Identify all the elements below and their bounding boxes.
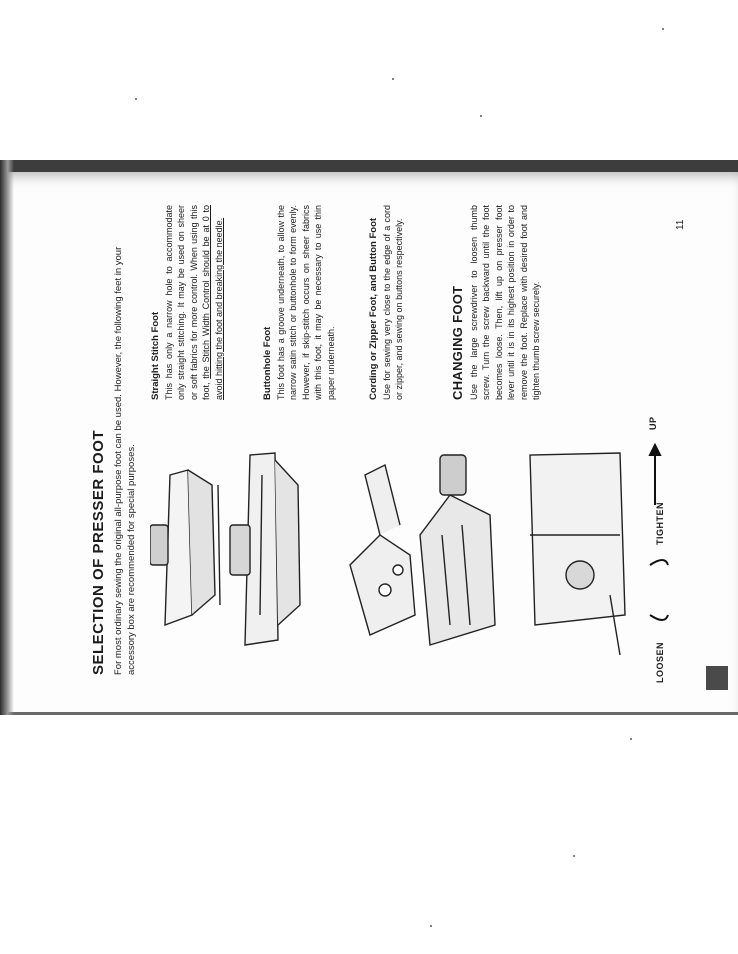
page-title: SELECTION OF PRESSER FOOT [90, 429, 107, 675]
buttonhole-heading: Buttonhole Foot [262, 326, 273, 400]
cording-text: Use for sewing very close to the edge of a cord or zipper, and sewing on buttons respectively. [382, 205, 405, 400]
speck [573, 855, 575, 857]
speck [135, 98, 137, 100]
up-arrow-icon [650, 445, 660, 505]
speck [630, 738, 632, 740]
loosen-label: LOOSEN [655, 641, 665, 683]
illustrations-column [150, 405, 670, 685]
buttonhole-foot-illustration [230, 453, 300, 645]
buttonhole-section [262, 205, 337, 400]
changing-foot-section [450, 205, 542, 400]
buttonhole-text: This foot has a groove underneath, to allow the narrow satin stitch or buttonhole to form evenly. However, if skip-stitch occurs on sheer fabrics with this foot, it may be necessary to use thin paper underneath. [276, 205, 336, 400]
changing-foot-text: Use the large screwdriver to loosen thumb screw. Turn the screw backward until the foot becomes loose. Then, lift up on presser foot lever until it is in its highest position in order to remove the foot. Replace with desired foot and tighten thumb screw securely. [469, 205, 542, 400]
straight-stitch-heading: Straight Stitch Foot [150, 311, 161, 400]
speck [480, 115, 482, 117]
manual-page [90, 205, 710, 685]
cording-heading: Cording or Zipper Foot, and Button Foot [368, 217, 379, 400]
cording-section [368, 205, 406, 400]
straight-stitch-section [150, 205, 225, 400]
tighten-label: TIGHTEN [655, 502, 665, 545]
changing-foot-illustration [530, 453, 625, 655]
changing-foot-heading: CHANGING FOOT [450, 285, 465, 400]
speck [430, 925, 432, 927]
screw-rotation-arrow-icon [650, 560, 668, 620]
intro-paragraph: For most ordinary sewing the original all-purpose foot can be used. However, the following feet in your accessory box are recommended for special purposes. [113, 246, 137, 675]
speck [392, 78, 394, 80]
straight-stitch-text-warning: the Stitch Width Control should be at 0 to avoid hitting the foot and breaking the needle. [201, 205, 224, 400]
straight-stitch-text [163, 205, 225, 400]
zipper-foot-illustration [350, 465, 415, 635]
page-number: 11 [675, 219, 686, 230]
button-foot-illustration [420, 455, 495, 645]
speck [662, 28, 664, 30]
feet-illustrations [150, 405, 670, 685]
straight-stitch-text-plain: This has only a narrow hole to accommodate only straight stitching. It may be used on sheer or soft fabrics for more control. When using this foot, [164, 205, 212, 400]
straight-stitch-foot-illustration [150, 470, 220, 625]
scan-left-edge [0, 160, 14, 715]
up-label: UP [648, 416, 658, 430]
